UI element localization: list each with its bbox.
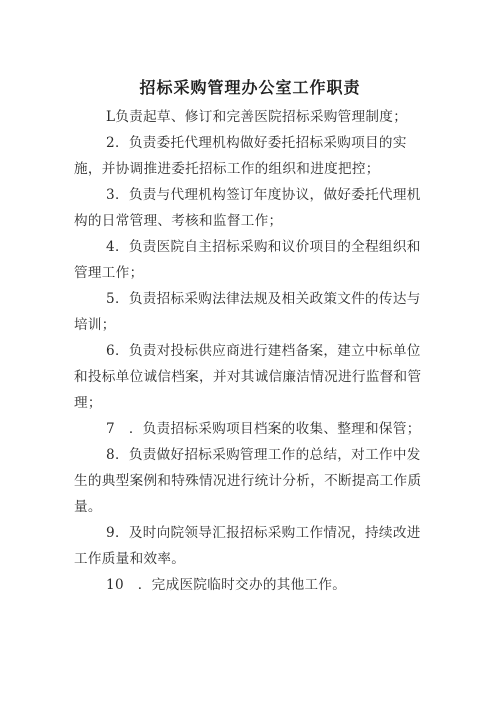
duty-item-8: 8．负责做好招标采购管理工作的总结，对工作中发生的典型案例和特殊情况进行统计分析，不断提高工作质量。: [74, 447, 422, 515]
duty-item-6: 6．负责对投标供应商进行建档备案，建立中标单位和投标单位诚信档案，并对其诚信廉洁情况进行监督和管理；: [74, 343, 422, 411]
duty-item-4: 4．负责医院自主招标采购和议价项目的全程组织和管理工作；: [74, 239, 421, 281]
duty-item-10: 10 ．完成医院临时交办的其他工作。: [106, 577, 347, 593]
duty-item-5: 5．负责招标采购法律法规及相关政策文件的传达与培训；: [74, 291, 421, 333]
duty-item-7: 7 ．负责招标采购项目档案的收集、整理和保管；: [106, 421, 421, 437]
duty-item-3: 3．负责与代理机构签订年度协议，做好委托代理机构的日常管理、考核和监督工作；: [74, 187, 421, 229]
duties-list: [74, 104, 434, 598]
document-title: 招标采购管理办公室工作职责: [139, 78, 361, 97]
duty-item-2: 2．负责委托代理机构做好委托招标采购项目的实施，并协调推进委托招标工作的组织和进度把控；: [74, 135, 407, 177]
duty-item-9: 9．及时向院领导汇报招标采购工作情况，持续改进工作质量和效率。: [74, 525, 421, 567]
duty-item-1: L负责起草、修订和完善医院招标采购管理制度；: [106, 109, 408, 125]
